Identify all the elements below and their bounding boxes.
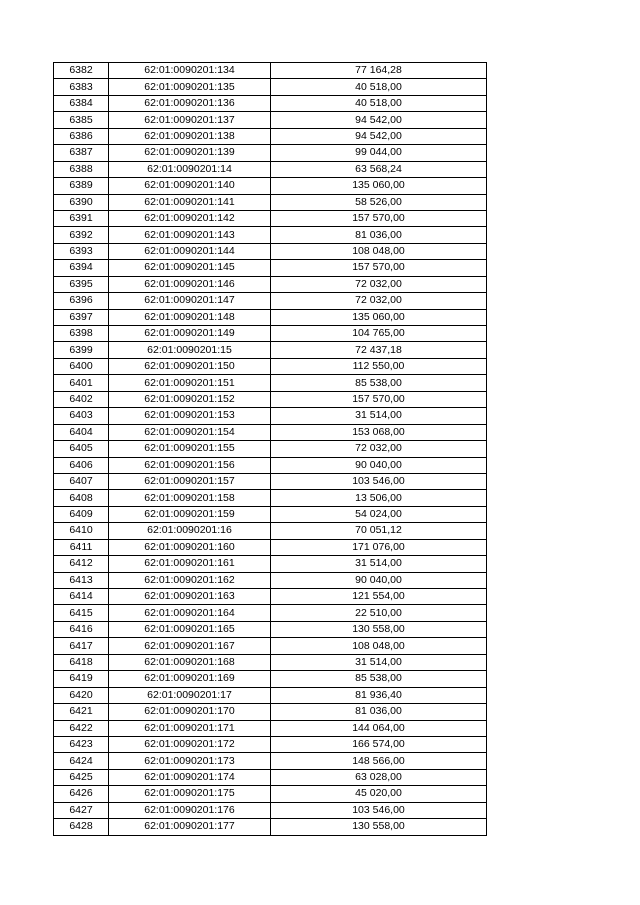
registry-table (53, 62, 487, 836)
table-row (54, 128, 487, 144)
table-row (54, 276, 487, 292)
cadastral-number-cell: 62:01:0090201:169 (109, 671, 271, 687)
cadastral-value-cell: 72 032,00 (271, 441, 487, 457)
row-number-cell: 6422 (54, 720, 109, 736)
row-number-cell: 6417 (54, 638, 109, 654)
table-row (54, 802, 487, 818)
row-number-cell: 6392 (54, 227, 109, 243)
table-row (54, 95, 487, 111)
table-row (54, 342, 487, 358)
cadastral-value-cell: 99 044,00 (271, 145, 487, 161)
cadastral-value-cell: 22 510,00 (271, 605, 487, 621)
cadastral-value-cell: 31 514,00 (271, 654, 487, 670)
table-row (54, 638, 487, 654)
cadastral-number-cell: 62:01:0090201:139 (109, 145, 271, 161)
row-number-cell: 6424 (54, 753, 109, 769)
row-number-cell: 6383 (54, 79, 109, 95)
table-row (54, 490, 487, 506)
table-row (54, 375, 487, 391)
cadastral-value-cell: 85 538,00 (271, 375, 487, 391)
row-number-cell: 6389 (54, 178, 109, 194)
cadastral-value-cell: 77 164,28 (271, 63, 487, 79)
table-row (54, 621, 487, 637)
row-number-cell: 6400 (54, 358, 109, 374)
table-row (54, 194, 487, 210)
row-number-cell: 6386 (54, 128, 109, 144)
table-row (54, 769, 487, 785)
cadastral-value-cell: 144 064,00 (271, 720, 487, 736)
cadastral-number-cell: 62:01:0090201:172 (109, 736, 271, 752)
table-row (54, 161, 487, 177)
row-number-cell: 6402 (54, 391, 109, 407)
row-number-cell: 6413 (54, 572, 109, 588)
cadastral-value-cell: 130 558,00 (271, 819, 487, 835)
row-number-cell: 6403 (54, 408, 109, 424)
cadastral-number-cell: 62:01:0090201:160 (109, 539, 271, 555)
cadastral-number-cell: 62:01:0090201:158 (109, 490, 271, 506)
row-number-cell: 6406 (54, 457, 109, 473)
cadastral-number-cell: 62:01:0090201:153 (109, 408, 271, 424)
row-number-cell: 6397 (54, 309, 109, 325)
cadastral-number-cell: 62:01:0090201:148 (109, 309, 271, 325)
row-number-cell: 6388 (54, 161, 109, 177)
cadastral-value-cell: 103 546,00 (271, 473, 487, 489)
cadastral-number-cell: 62:01:0090201:143 (109, 227, 271, 243)
cadastral-number-cell: 62:01:0090201:150 (109, 358, 271, 374)
row-number-cell: 6394 (54, 260, 109, 276)
row-number-cell: 6384 (54, 95, 109, 111)
row-number-cell: 6414 (54, 589, 109, 605)
row-number-cell: 6408 (54, 490, 109, 506)
cadastral-value-cell: 72 437,18 (271, 342, 487, 358)
cadastral-value-cell: 157 570,00 (271, 391, 487, 407)
table-row (54, 589, 487, 605)
table-row (54, 326, 487, 342)
table-row (54, 112, 487, 128)
cadastral-number-cell: 62:01:0090201:163 (109, 589, 271, 605)
cadastral-number-cell: 62:01:0090201:145 (109, 260, 271, 276)
cadastral-value-cell: 166 574,00 (271, 736, 487, 752)
cadastral-value-cell: 90 040,00 (271, 572, 487, 588)
cadastral-number-cell: 62:01:0090201:14 (109, 161, 271, 177)
table-row (54, 408, 487, 424)
table-row (54, 819, 487, 835)
row-number-cell: 6420 (54, 687, 109, 703)
cadastral-value-cell: 153 068,00 (271, 424, 487, 440)
cadastral-number-cell: 62:01:0090201:152 (109, 391, 271, 407)
cadastral-number-cell: 62:01:0090201:16 (109, 523, 271, 539)
cadastral-value-cell: 81 936,40 (271, 687, 487, 703)
table-row (54, 556, 487, 572)
cadastral-value-cell: 40 518,00 (271, 95, 487, 111)
cadastral-number-cell: 62:01:0090201:159 (109, 506, 271, 522)
row-number-cell: 6412 (54, 556, 109, 572)
cadastral-number-cell: 62:01:0090201:157 (109, 473, 271, 489)
table-row (54, 473, 487, 489)
cadastral-value-cell: 112 550,00 (271, 358, 487, 374)
cadastral-number-cell: 62:01:0090201:176 (109, 802, 271, 818)
row-number-cell: 6409 (54, 506, 109, 522)
row-number-cell: 6421 (54, 704, 109, 720)
table-row (54, 523, 487, 539)
cadastral-number-cell: 62:01:0090201:134 (109, 63, 271, 79)
cadastral-number-cell: 62:01:0090201:168 (109, 654, 271, 670)
cadastral-number-cell: 62:01:0090201:164 (109, 605, 271, 621)
row-number-cell: 6387 (54, 145, 109, 161)
cadastral-number-cell: 62:01:0090201:151 (109, 375, 271, 391)
table-row (54, 178, 487, 194)
cadastral-number-cell: 62:01:0090201:167 (109, 638, 271, 654)
cadastral-number-cell: 62:01:0090201:17 (109, 687, 271, 703)
row-number-cell: 6407 (54, 473, 109, 489)
cadastral-value-cell: 121 554,00 (271, 589, 487, 605)
row-number-cell: 6428 (54, 819, 109, 835)
cadastral-number-cell: 62:01:0090201:162 (109, 572, 271, 588)
table-row (54, 736, 487, 752)
cadastral-number-cell: 62:01:0090201:140 (109, 178, 271, 194)
row-number-cell: 6395 (54, 276, 109, 292)
table-body (54, 63, 487, 836)
row-number-cell: 6423 (54, 736, 109, 752)
table-row (54, 753, 487, 769)
cadastral-value-cell: 135 060,00 (271, 309, 487, 325)
cadastral-value-cell: 157 570,00 (271, 260, 487, 276)
cadastral-number-cell: 62:01:0090201:149 (109, 326, 271, 342)
table-row (54, 671, 487, 687)
cadastral-number-cell: 62:01:0090201:141 (109, 194, 271, 210)
cadastral-value-cell: 63 028,00 (271, 769, 487, 785)
cadastral-value-cell: 90 040,00 (271, 457, 487, 473)
table-row (54, 63, 487, 79)
row-number-cell: 6398 (54, 326, 109, 342)
table-row (54, 145, 487, 161)
table-row (54, 457, 487, 473)
cadastral-number-cell: 62:01:0090201:146 (109, 276, 271, 292)
table-row (54, 687, 487, 703)
cadastral-value-cell: 70 051,12 (271, 523, 487, 539)
row-number-cell: 6426 (54, 786, 109, 802)
table-row (54, 227, 487, 243)
cadastral-number-cell: 62:01:0090201:177 (109, 819, 271, 835)
table-row (54, 506, 487, 522)
table-row (54, 424, 487, 440)
cadastral-number-cell: 62:01:0090201:154 (109, 424, 271, 440)
cadastral-value-cell: 171 076,00 (271, 539, 487, 555)
cadastral-value-cell: 31 514,00 (271, 408, 487, 424)
cadastral-value-cell: 63 568,24 (271, 161, 487, 177)
cadastral-value-cell: 40 518,00 (271, 79, 487, 95)
cadastral-number-cell: 62:01:0090201:144 (109, 243, 271, 259)
cadastral-value-cell: 157 570,00 (271, 210, 487, 226)
cadastral-number-cell: 62:01:0090201:138 (109, 128, 271, 144)
cadastral-value-cell: 148 566,00 (271, 753, 487, 769)
cadastral-value-cell: 104 765,00 (271, 326, 487, 342)
table-row (54, 391, 487, 407)
cadastral-number-cell: 62:01:0090201:15 (109, 342, 271, 358)
cadastral-value-cell: 72 032,00 (271, 293, 487, 309)
table-row (54, 786, 487, 802)
row-number-cell: 6385 (54, 112, 109, 128)
table-row (54, 358, 487, 374)
cadastral-value-cell: 108 048,00 (271, 243, 487, 259)
cadastral-number-cell: 62:01:0090201:142 (109, 210, 271, 226)
table-row (54, 720, 487, 736)
cadastral-number-cell: 62:01:0090201:165 (109, 621, 271, 637)
cadastral-value-cell: 85 538,00 (271, 671, 487, 687)
row-number-cell: 6415 (54, 605, 109, 621)
row-number-cell: 6416 (54, 621, 109, 637)
row-number-cell: 6399 (54, 342, 109, 358)
row-number-cell: 6401 (54, 375, 109, 391)
cadastral-value-cell: 94 542,00 (271, 128, 487, 144)
row-number-cell: 6391 (54, 210, 109, 226)
cadastral-number-cell: 62:01:0090201:174 (109, 769, 271, 785)
table-row (54, 293, 487, 309)
table-row (54, 572, 487, 588)
row-number-cell: 6418 (54, 654, 109, 670)
table-row (54, 243, 487, 259)
cadastral-value-cell: 103 546,00 (271, 802, 487, 818)
cadastral-value-cell: 58 526,00 (271, 194, 487, 210)
cadastral-number-cell: 62:01:0090201:135 (109, 79, 271, 95)
cadastral-value-cell: 45 020,00 (271, 786, 487, 802)
row-number-cell: 6425 (54, 769, 109, 785)
row-number-cell: 6419 (54, 671, 109, 687)
cadastral-value-cell: 130 558,00 (271, 621, 487, 637)
table-row (54, 210, 487, 226)
row-number-cell: 6427 (54, 802, 109, 818)
cadastral-number-cell: 62:01:0090201:156 (109, 457, 271, 473)
cadastral-number-cell: 62:01:0090201:147 (109, 293, 271, 309)
cadastral-value-cell: 72 032,00 (271, 276, 487, 292)
table-row (54, 654, 487, 670)
row-number-cell: 6404 (54, 424, 109, 440)
cadastral-number-cell: 62:01:0090201:171 (109, 720, 271, 736)
cadastral-number-cell: 62:01:0090201:175 (109, 786, 271, 802)
cadastral-value-cell: 31 514,00 (271, 556, 487, 572)
cadastral-number-cell: 62:01:0090201:137 (109, 112, 271, 128)
table-row (54, 539, 487, 555)
row-number-cell: 6396 (54, 293, 109, 309)
table-row (54, 605, 487, 621)
cadastral-number-cell: 62:01:0090201:161 (109, 556, 271, 572)
table-row (54, 309, 487, 325)
row-number-cell: 6405 (54, 441, 109, 457)
table-row (54, 441, 487, 457)
cadastral-number-cell: 62:01:0090201:173 (109, 753, 271, 769)
cadastral-value-cell: 54 024,00 (271, 506, 487, 522)
cadastral-value-cell: 13 506,00 (271, 490, 487, 506)
cadastral-number-cell: 62:01:0090201:136 (109, 95, 271, 111)
row-number-cell: 6393 (54, 243, 109, 259)
table-row (54, 79, 487, 95)
row-number-cell: 6410 (54, 523, 109, 539)
cadastral-value-cell: 135 060,00 (271, 178, 487, 194)
cadastral-number-cell: 62:01:0090201:155 (109, 441, 271, 457)
row-number-cell: 6390 (54, 194, 109, 210)
row-number-cell: 6382 (54, 63, 109, 79)
row-number-cell: 6411 (54, 539, 109, 555)
cadastral-value-cell: 81 036,00 (271, 704, 487, 720)
cadastral-number-cell: 62:01:0090201:170 (109, 704, 271, 720)
cadastral-value-cell: 81 036,00 (271, 227, 487, 243)
cadastral-value-cell: 108 048,00 (271, 638, 487, 654)
table-row (54, 260, 487, 276)
cadastral-value-cell: 94 542,00 (271, 112, 487, 128)
table-row (54, 704, 487, 720)
